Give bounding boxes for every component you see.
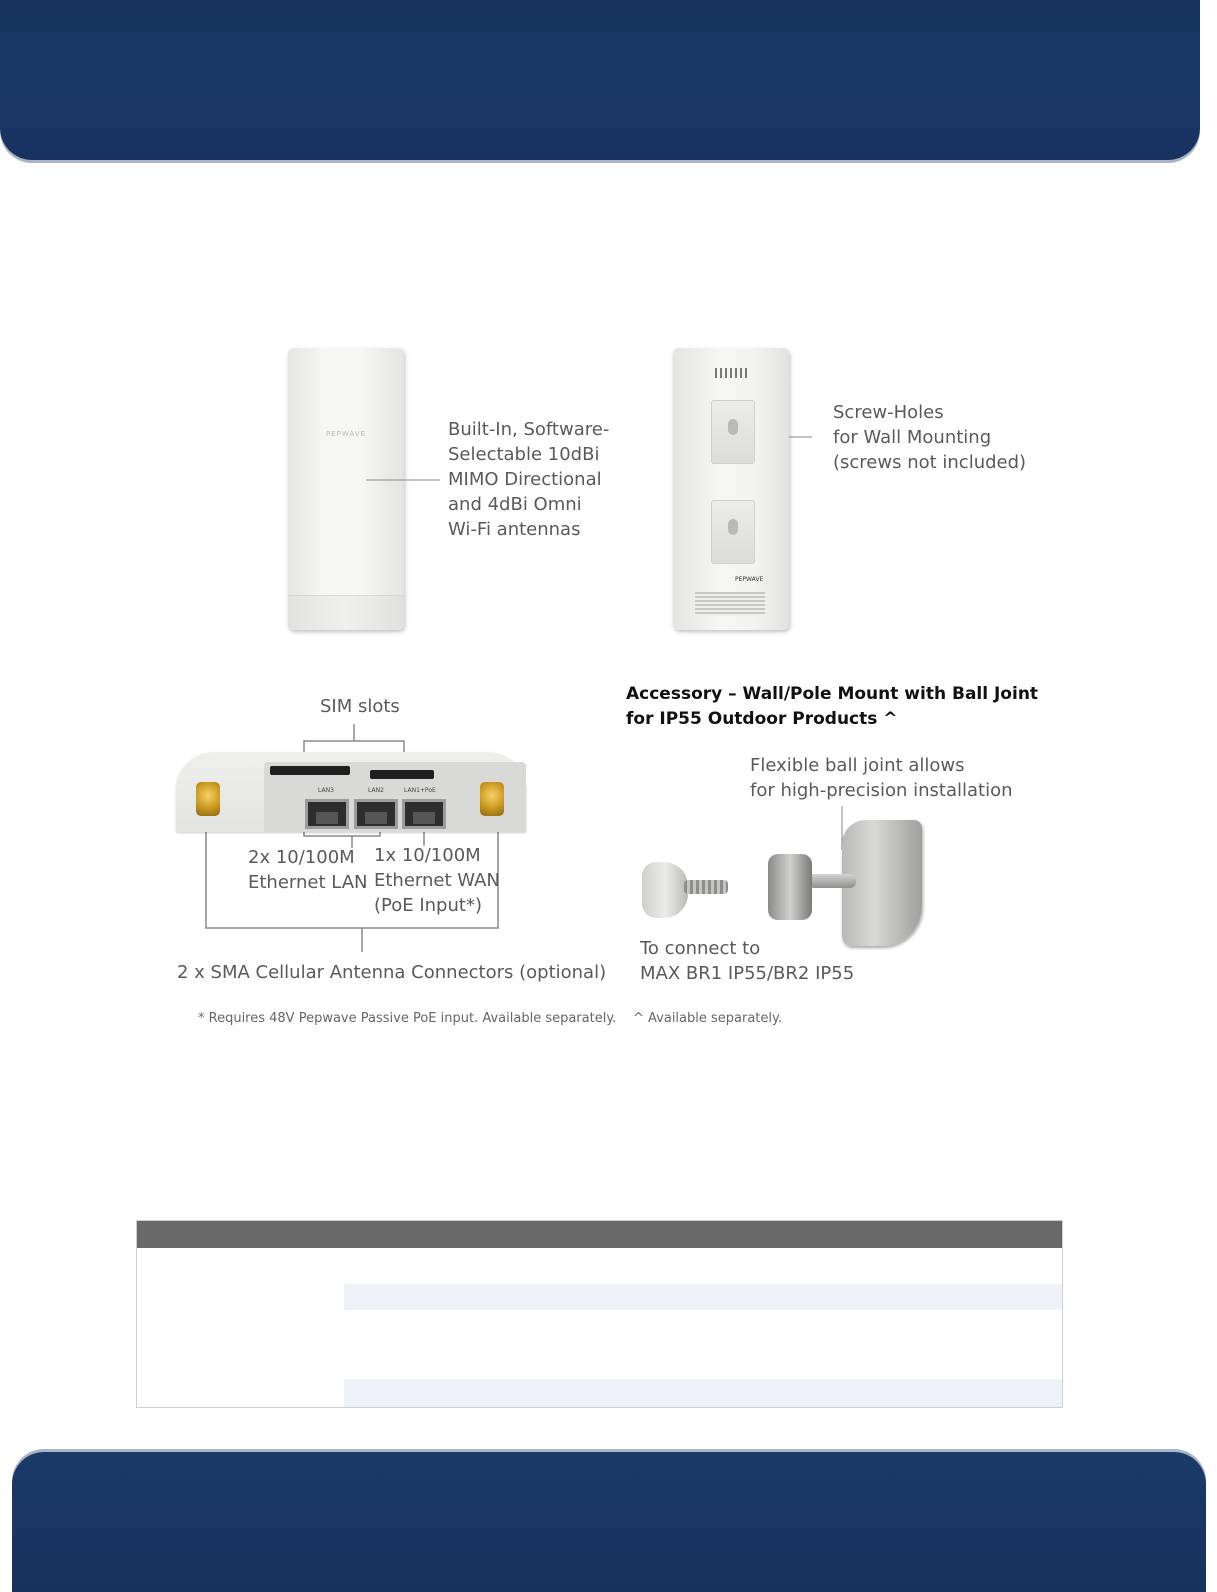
sma-connector-right (480, 782, 504, 816)
spec-table-header (137, 1221, 1062, 1248)
device-back-image (673, 348, 789, 630)
ethernet-port-lan3 (305, 799, 349, 829)
device-bottom-cap (288, 595, 404, 630)
device-label-sticker (695, 592, 765, 616)
mount-bracket-top (711, 400, 755, 464)
port-label-lan1: LAN1+PoE (404, 787, 436, 794)
ethernet-port-lan2 (354, 799, 398, 829)
mount-cap-image (642, 862, 688, 918)
screw-holes-callout: Screw-Holes for Wall Mounting (screws not included) (833, 402, 1027, 473)
ethernet-lan-callout: 2x 10/100M Ethernet LAN (248, 847, 368, 893)
spec-table (136, 1220, 1063, 1408)
ethernet-port-lan1 (402, 799, 446, 829)
ball-joint-callout: Flexible ball joint allows for high-precision installation (750, 755, 1013, 801)
device-vents (715, 368, 747, 378)
spec-table-row-stripe (344, 1379, 1062, 1407)
device-logo: PEPWAVE (326, 430, 366, 438)
mount-shaft-image (808, 874, 856, 888)
mount-bracket-bottom (711, 500, 755, 564)
mount-screw-image (684, 880, 728, 894)
sim-slot-1 (270, 766, 350, 775)
sim-slot-2 (370, 770, 434, 779)
poe-footnote: * Requires 48V Pepwave Passive PoE input. Available separately. (198, 1011, 617, 1026)
port-label-lan2: LAN2 (368, 787, 384, 794)
port-label-lan3: LAN3 (318, 787, 334, 794)
sma-callout: 2 x SMA Cellular Antenna Connectors (optional) (177, 962, 607, 983)
device-front-image (288, 348, 404, 630)
footer-band (12, 1452, 1206, 1592)
mount-knob-image (768, 854, 812, 920)
device-back-brand: PEPWAVE (735, 576, 764, 583)
accessory-footnote: ^ Available separately. (633, 1011, 782, 1026)
spec-table-row-stripe (344, 1284, 1062, 1310)
sim-slots-label: SIM slots (320, 696, 400, 717)
header-band (0, 0, 1200, 160)
antenna-callout: Built-In, Software- Selectable 10dBi MIMO Directional and 4dBi Omni Wi-Fi antennas (448, 419, 610, 540)
sma-connector-left (196, 782, 220, 816)
accessory-heading: Accessory – Wall/Pole Mount with Ball Joint for IP55 Outdoor Products ^ (626, 684, 1039, 729)
ethernet-wan-callout: 1x 10/100M Ethernet WAN (PoE Input*) (374, 845, 500, 916)
connect-to-callout: To connect to MAX BR1 IP55/BR2 IP55 (640, 938, 855, 984)
